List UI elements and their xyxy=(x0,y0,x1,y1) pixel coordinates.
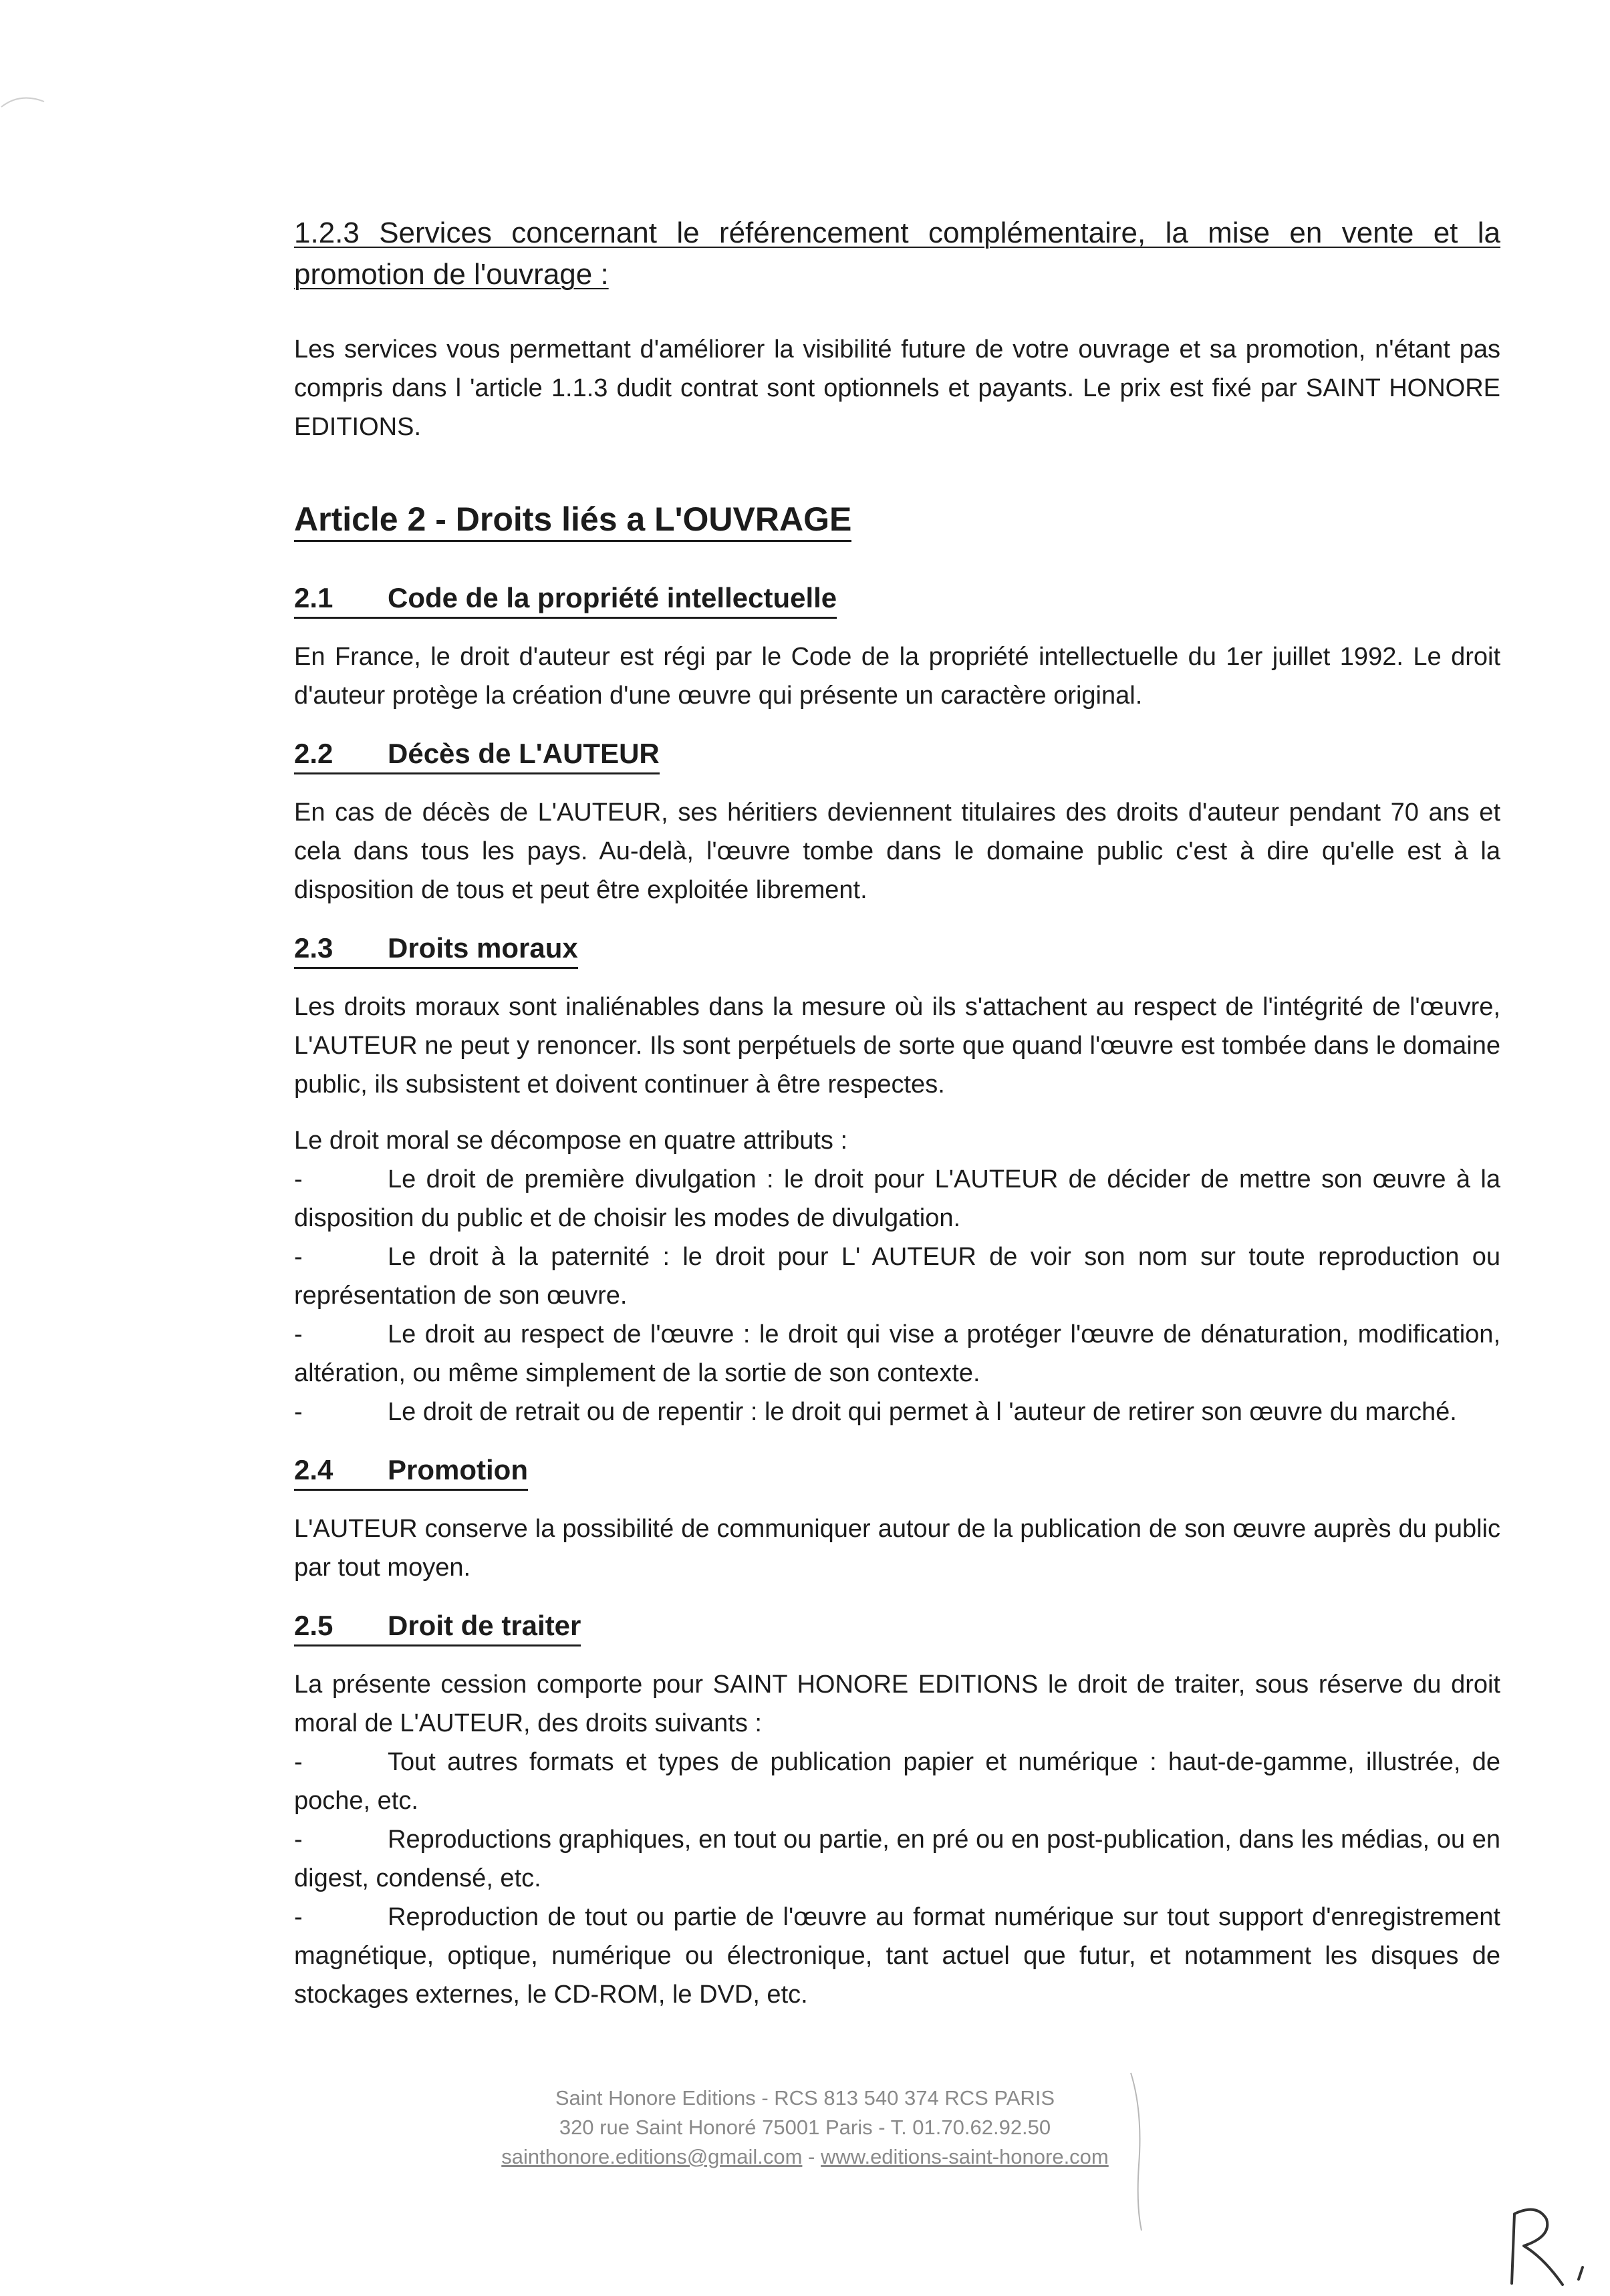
section-label: Code de la propriété intellectuelle xyxy=(388,579,837,619)
section-2-3-text: Les droits moraux sont inaliénables dans la mesure où ils s'attachent au respect de l'intégrité de l'œuvre, L'AUTEUR ne peut y renoncer. Ils sont perpétuels de sorte que quand l'œuvre est tombée dans le domaine public, ils subsistent et doivent continuer à être respectes. xyxy=(294,993,1500,1099)
bullet-dash: - xyxy=(294,1903,303,1931)
footer-contact-line xyxy=(0,2142,1610,2172)
list-item xyxy=(294,1238,1500,1315)
list-item xyxy=(294,1820,1500,1898)
section-label: Droit de traiter xyxy=(388,1607,581,1646)
section-number: 2.3 xyxy=(294,929,388,969)
bullet-dash: - xyxy=(294,1398,303,1426)
moral-rights-intro: Le droit moral se décompose en quatre attributs : xyxy=(294,1127,848,1155)
footer-email-link[interactable]: sainthonore.editions@gmail.com xyxy=(501,2145,803,2168)
section-label: Promotion xyxy=(388,1451,528,1491)
list-item-text: Le droit au respect de l'œuvre : le droit qui vise a protéger l'œuvre de dénaturation, modification, altération, ou même simplement de la sortie de son contexte. xyxy=(294,1320,1500,1387)
bullet-dash: - xyxy=(294,1165,303,1193)
section-2-2-heading xyxy=(294,735,1500,774)
list-item xyxy=(294,1743,1500,1820)
list-item-text: Le droit de retrait ou de repentir : le droit qui permet à l 'auteur de retirer son œuvre du marché. xyxy=(388,1398,1457,1426)
section-number: 2.4 xyxy=(294,1451,388,1491)
section-2-1-heading xyxy=(294,579,1500,619)
treat-rights-list xyxy=(294,1665,1500,2014)
section-2-3-heading xyxy=(294,929,1500,969)
page-footer xyxy=(0,2084,1610,2172)
footer-separator: - xyxy=(802,2145,821,2168)
section-number: 2.5 xyxy=(294,1607,388,1646)
section-2-4-heading xyxy=(294,1451,1500,1491)
moral-rights-list xyxy=(294,1121,1500,1431)
bullet-dash: - xyxy=(294,1243,303,1271)
list-item xyxy=(294,1160,1500,1238)
bullet-dash: - xyxy=(294,1826,303,1854)
list-item-text: Le droit à la paternité : le droit pour L' AUTEUR de voir son nom sur toute reproduction ou représentation de son œuvre. xyxy=(294,1243,1500,1310)
section-2-4-text: L'AUTEUR conserve la possibilité de communiquer autour de la publication de son œuvre auprès du public par tout moyen. xyxy=(294,1515,1500,1582)
list-item xyxy=(294,1315,1500,1393)
list-item-text: Tout autres formats et types de publication papier et numérique : haut-de-gamme, illustrée, de poche, etc. xyxy=(294,1748,1500,1815)
list-item-text: Le droit de première divulgation : le droit pour L'AUTEUR de décider de mettre son œuvre à la disposition du public et de choisir les modes de divulgation. xyxy=(294,1165,1500,1232)
paragraph-1-2-3: Les services vous permettant d'améliorer la visibilité future de votre ouvrage et sa promotion, n'étant pas compris dans l 'article 1.1.3 dudit contrat sont optionnels et payants. Le prix est fixé par SAINT HONORE EDITIONS. xyxy=(294,335,1500,441)
heading-1-2-3: 1.2.3 Services concernant le référencement complémentaire, la mise en vente et la promotion de l'ouvrage : xyxy=(294,217,1500,291)
bullet-dash: - xyxy=(294,1748,303,1776)
scan-corner-mark xyxy=(0,87,47,114)
bullet-dash: - xyxy=(294,1320,303,1348)
section-number: 2.1 xyxy=(294,579,388,619)
footer-company-line: Saint Honore Editions - RCS 813 540 374 RCS PARIS xyxy=(555,2086,1055,2110)
section-2-2-text: En cas de décès de L'AUTEUR, ses héritiers deviennent titulaires des droits d'auteur pendant 70 ans et cela dans tous les pays. Au-delà, l'œuvre tombe dans le domaine public c'est à dire qu'elle est à la disposition de tous et peut être exploitée librement. xyxy=(294,799,1500,904)
footer-address-line: 320 rue Saint Honoré 75001 Paris - T. 01.70.62.92.50 xyxy=(559,2116,1051,2139)
section-label: Décès de L'AUTEUR xyxy=(388,735,660,774)
list-item-text: Reproduction de tout ou partie de l'œuvre au format numérique sur tout support d'enregistrement magnétique, optique, numérique ou électronique, tant actuel que futur, et notamment les disques de stockages externes, le CD-ROM, le DVD, etc. xyxy=(294,1903,1500,2009)
list-item xyxy=(294,1393,1500,1431)
section-label: Droits moraux xyxy=(388,929,578,969)
list-item xyxy=(294,1898,1500,2014)
article-2-title: Article 2 - Droits liés a L'OUVRAGE xyxy=(294,498,851,542)
footer-website-link[interactable]: www.editions-saint-honore.com xyxy=(821,2145,1109,2168)
section-2-5-text: La présente cession comporte pour SAINT HONORE EDITIONS le droit de traiter, sous réserve du droit moral de L'AUTEUR, des droits suivants : xyxy=(294,1671,1500,1737)
section-number: 2.2 xyxy=(294,735,388,774)
list-item-text: Reproductions graphiques, en tout ou partie, en pré ou en post-publication, dans les médias, ou en digest, condensé, etc. xyxy=(294,1826,1500,1892)
section-2-1-text: En France, le droit d'auteur est régi par le Code de la propriété intellectuelle du 1er juillet 1992. Le droit d'auteur protège la création d'une œuvre qui présente un caractère original. xyxy=(294,643,1500,710)
handwritten-initial-signature xyxy=(1497,2195,1597,2289)
document-page xyxy=(294,212,1500,2014)
section-2-5-heading xyxy=(294,1607,1500,1646)
